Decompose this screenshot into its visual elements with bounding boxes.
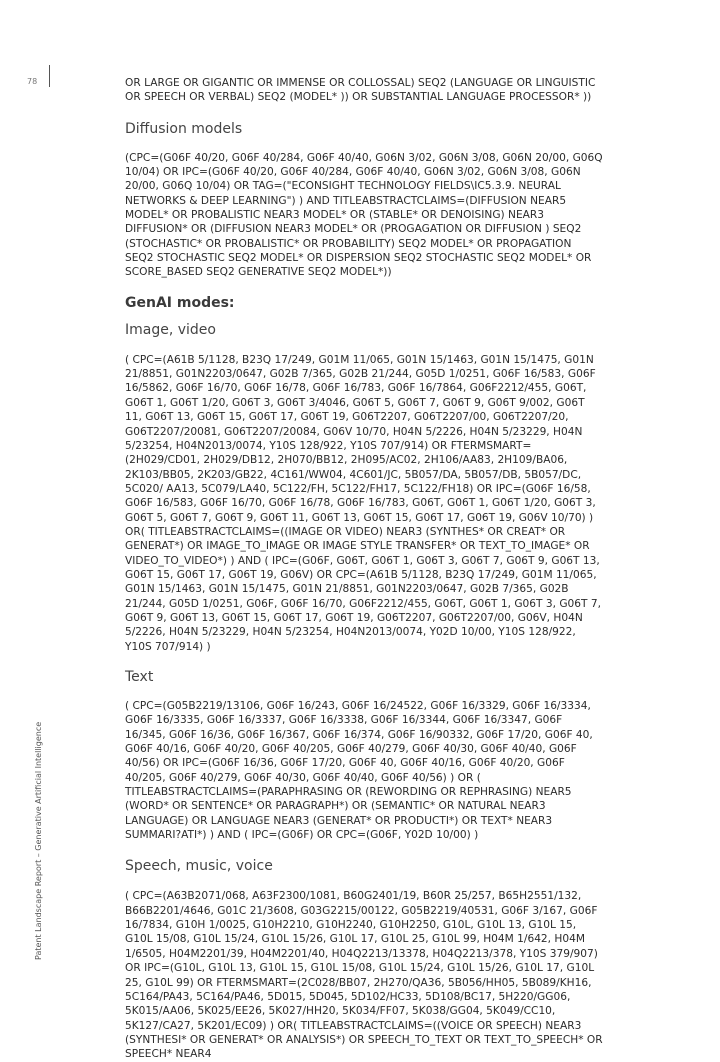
page-number: 78 (27, 77, 38, 86)
report-side-label: Patent Landscape Report – Generative Artificial Intelligence (34, 721, 43, 960)
page-content (125, 76, 603, 1062)
header-divider (49, 65, 50, 87)
genai-modes-heading: GenAI modes: (125, 294, 235, 311)
diffusion-models-query: (CPC=(G06F 40/20, G06F 40/284, G06F 40/40, G06N 3/02, G06N 3/08, G06N 20/00, G06Q 10/04) OR IPC=(G06F 40/20, G06F 40/284, G06F 40/40, G06N 3/02, G06N 3/08, G06N 20/00, G06Q 10/04) OR TAG=("ECONSIGHT TECHNOLOGY FIELDS\IC5.3.9. NEURAL NETWORKS & DEEP LEARNING") ) AND TITLEABSTRACTCLAIMS=(DIFFUSION NEAR5 MODEL* OR PROBALISTIC NEAR3 MODEL* OR (STABLE* OR DENOISING) NEAR3 DIFFUSION* OR (DIFFUSION NEAR3 MODEL* OR (PROGAGATION OR DIFFUSION ) SEQ2 (STOCHASTIC* OR PROBALISTIC* OR PROBABILITY) SEQ2 MODEL* OR PROPAGATION SEQ2 STOCHASTIC SEQ2 MODEL* OR DISPERSION SEQ2 STOCHASTIC SEQ2 MODEL* OR SCORE_BASED SEQ2 GENERATIVE SEQ2 MODEL*)) (125, 151, 603, 279)
image-video-heading: Image, video (125, 321, 216, 338)
speech-music-voice-query: ( CPC=(A63B2071/068, A63F2300/1081, B60G2401/19, B60R 25/257, B65H2551/132, B66B2201/4646, G01C 21/3608, G03G2215/00122, G05B2219/40531, G06F 3/167, G06F 16/7834, G10H 1/0025, G10H2210, G10H2240, G10H2250, G10L, G10L 13, G10L 15, G10L 15/08, G10L 15/24, G10L 15/26, G10L 17, G10L 25, G10L 99, H04M 1/642, H04M 1/6505, H04M2201/39, H04M2201/40, H04Q2213/13378, H04Q2213/378, Y10S 379/907) OR IPC=(G10L, G10L 13, G10L 15, G10L 15/08, G10L 15/24, G10L 15/26, G10L 17, G10L 25, G10L 99) OR FTERMSMART=(2C028/BB07, 2H270/QA36, 5B056/HH05, 5B089/KH16, 5C164/PA43, 5C164/PA46, 5D015, 5D045, 5D102/HC33, 5D108/BC17, 5H220/GG06, 5K015/AA06, 5K025/EE26, 5K027/HH20, 5K034/FF07, 5K038/GG04, 5K049/CC10, 5K127/CA27, 5K201/EC09) ) OR( TITLEABSTRACTCLAIMS=((VOICE OR SPEECH) NEAR3 (SYNTHESI* OR GENERAT* OR ANALYSIS*) OR SPEECH_TO_TEXT OR TEXT_TO_SPEECH* OR SPEECH* NEAR4 (125, 890, 603, 1061)
intro-query-text: OR LARGE OR GIGANTIC OR IMMENSE OR COLLOSSAL) SEQ2 (LANGUAGE OR LINGUISTIC OR SPEECH OR VERBAL) SEQ2 (MODEL* )) OR SUBSTANTIAL LANGUAGE PROCESSOR* )) (125, 77, 596, 104)
speech-music-voice-heading: Speech, music, voice (125, 858, 273, 875)
text-mode-query: ( CPC=(G05B2219/13106, G06F 16/243, G06F 16/24522, G06F 16/3329, G06F 16/3334, G06F 16/3335, G06F 16/3337, G06F 16/3338, G06F 16/3344, G06F 16/3347, G06F 16/345, G06F 16/36, G06F 16/367, G06F 16/374, G06F 16/90332, G06F 17/20, G06F 40, G06F 40/16, G06F 40/20, G06F 40/205, G06F 40/279, G06F 40/30, G06F 40/40, G06F 40/56) OR IPC=(G06F 16/36, G06F 17/20, G06F 40, G06F 40/16, G06F 40/20, G06F 40/205, G06F 40/279, G06F 40/30, G06F 40/40, G06F 40/56) ) OR ( TITLEABSTRACTCLAIMS=(PARAPHRASING OR (REWORDING OR REPHRASING) NEAR5 (WORD* OR SENTENCE* OR PARAGRAPH*) OR (SEMANTIC* OR NATURAL NEAR3 LANGUAGE) OR LANGUAGE NEAR3 (GENERAT* OR PRODUCTI*) OR TEXT* NEAR3 SUMMARI?ATI*) ) AND ( IPC=(G06F) OR CPC=(G06F, Y02D 10/00) ) (125, 700, 593, 842)
diffusion-models-heading: Diffusion models (125, 120, 243, 137)
image-video-query: ( CPC=(A61B 5/1128, B23Q 17/249, G01M 11/065, G01N 15/1463, G01N 15/1475, G01N 21/8851, G01N2203/0647, G02B 7/365, G02B 21/244, G05D 1/0251, G06F 16/583, G06F 16/5862, G06F 16/70, G06F 16/78, G06F 16/783, G06F 16/7864, G06F2212/455, G06T, G06T 1, G06T 1/20, G06T 3, G06T 3/4046, G06T 5, G06T 7, G06T 9, G06T 9/002, G06T 11, G06T 13, G06T 15, G06T 17, G06T 19, G06T2207, G06T2207/00, G06T2207/20, G06T2207/20081, G06T2207/20084, G06V 10/70, H04N 5/2226, H04N 5/23229, H04N 5/23254, H04N2013/0074, Y10S 128/922, Y10S 707/914) OR FTERMSMART=(2H029/CD01, 2H029/DB12, 2H070/BB12, 2H095/AC02, 2H106/AA83, 2H109/BA06, 2K103/BB05, 2K203/GB22, 4C161/WW04, 4C601/JC, 5B057/DA, 5B057/DB, 5B057/DC, 5C020/ AA13, 5C079/LA40, 5C122/FH, 5C122/FH17, 5C122/FH18) OR IPC=(G06F 16/58, G06F 16/583, G06F 16/70, G06F 16/78, G06F 16/783, G06T, G06T 1, G06T 1/20, G06T 3, G06T 5, G06T 7, G06T 9, G06T 11, G06T 13, G06T 15, G06T 17, G06T 19, G06V 10/70) ) OR( TITLEABSTRACTCLAIMS=((IMAGE OR VIDEO) NEAR3 (SYNTHES* OR CREAT* OR GENERAT*) OR IMAGE_TO_IMAGE OR IMAGE STYLE TRANSFER* OR TEXT_TO_IMAGE* OR VIDEO_TO_VIDEO*) ) AND ( IPC=(G06F, G06T, G06T 1, G06T 3, G06T 7, G06T 9, G06T 13, G06T 15, G06T 17, G06T 19, G06V) OR CPC=(A61B 5/1128, B23Q 17/249, G01M 11/065, G01N 15/1463, G01N 15/1475, G01N 21/8851, G01N2203/0647, G02B 7/365, G02B 21/244, G05D 1/0251, G06F, G06F 16/70, G06F2212/455, G06T, G06T 1, G06T 3, G06T 7, G06T 9, G06T 13, G06T 15, G06T 17, G06T 19, G06T2207, G06T2207/00, G06V, H04N 5/2226, H04N 5/23229, H04N 5/23254, H04N2013/0074, Y02D 10/00, Y10S 128/922, Y10S 707/914) ) (125, 353, 601, 653)
text-mode-heading: Text (125, 669, 154, 685)
